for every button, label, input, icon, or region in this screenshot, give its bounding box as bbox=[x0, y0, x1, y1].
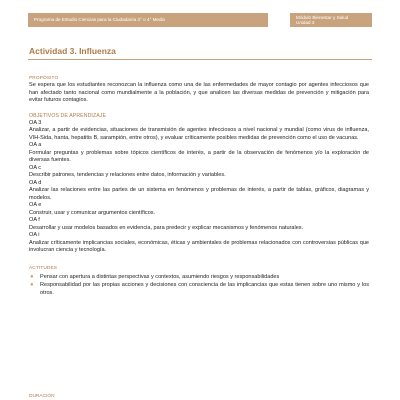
actitudes-list bbox=[29, 274, 369, 298]
oa-text: Construir, usar y comunicar argumentos científicos. bbox=[29, 209, 156, 216]
oa-text: Desarrollar y usar modelos basados en evidencia, para predecir y explicar mecanismos y fenómenos naturales. bbox=[29, 224, 304, 231]
proposito-text: Se espera que los estudiantes reconozcan la influenza como una de las enfermedades de mayor contagio por agentes infecciosos que han afectado tanto nacional como mundialmente a la población, y que analicen las diversas medidas de prevención y mitigación para evitar futuros contagios. bbox=[29, 82, 369, 103]
main-content bbox=[29, 75, 369, 298]
title-divider bbox=[28, 59, 372, 60]
list-item bbox=[29, 274, 369, 282]
oa-text: Formular preguntas y problemas sobre tópicos científicos de interés, a partir de la observación de fenómenos y/o la exploración de diversas fuentes. bbox=[29, 149, 369, 163]
oa-text: Describir patrones, tendencias y relaciones entre datos, información y variables. bbox=[29, 172, 226, 178]
page-header bbox=[0, 0, 400, 36]
oa-code: OA d bbox=[29, 179, 42, 186]
oa-code: OA i bbox=[29, 232, 40, 238]
proposito-heading: PROPÓSITO bbox=[29, 76, 59, 81]
objetivos-list bbox=[29, 120, 369, 255]
module-label: Módulo Bienestar y Salud bbox=[296, 14, 349, 20]
list-item bbox=[29, 282, 369, 297]
bullet-icon: ● bbox=[30, 273, 34, 280]
oa-code: OA a bbox=[29, 142, 42, 148]
oa-text: Analizar críticamente implicancias sociales, económicas, éticas y ambientales de problemas relacionados con controversias públicas que involucran ciencia y tecnología. bbox=[29, 239, 369, 253]
program-banner: Programa de Estudio Ciencias para la Ciudadanía 3° o 4° Medio bbox=[28, 13, 268, 27]
oa-code: OA 3 bbox=[29, 119, 42, 126]
actitud-text: Responsabilidad por las propias acciones y decisiones con consciencia de las implicancias que estas tienen sobre uno mismo y los otros. bbox=[40, 282, 369, 296]
oa-code: OA c bbox=[29, 164, 42, 171]
oa-code: OA f bbox=[29, 217, 40, 223]
oa-text: Analizar, a partir de evidencias, situaciones de transmisión de agentes infecciosos a nivel nacional y mundial (como virus de influenza, VIH-Sida, hanta, hepatitis B, sarampión, entre otros), y evaluar críticamente posibles medidas de prevención como el uso de vacunas. bbox=[29, 127, 369, 141]
objetivos-heading: OBJETIVOS DE APRENDIZAJE bbox=[29, 112, 107, 119]
activity-title: Actividad 3. Influenza bbox=[29, 46, 116, 56]
oa-code: OA e bbox=[29, 202, 42, 208]
duracion-heading: DURACIÓN bbox=[29, 394, 55, 399]
bullet-icon: ● bbox=[30, 282, 34, 288]
unit-label: Unidad 3 bbox=[296, 19, 315, 25]
module-banner bbox=[290, 13, 372, 27]
actitudes-heading: ACTITUDES bbox=[29, 265, 58, 271]
actitud-text: Pensar con apertura a distintas perspectivas y contextos, asumiendo riesgos y responsabilidades bbox=[40, 273, 280, 280]
oa-text: Analizar las relaciones entre las partes de un sistema en fenómenos y problemas de interés, a partir de tablas, gráficos, diagramas y modelos. bbox=[29, 187, 369, 201]
